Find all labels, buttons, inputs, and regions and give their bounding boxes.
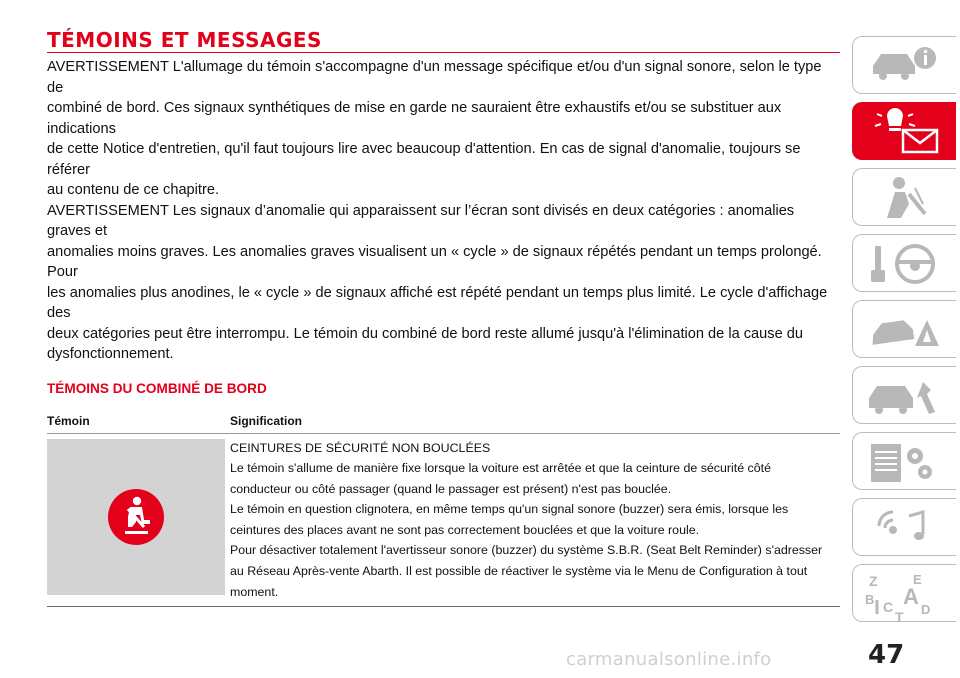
index-letter: E	[913, 572, 922, 587]
tab-maintenance[interactable]	[852, 366, 956, 424]
warning-lights-table	[47, 414, 840, 608]
warning-paragraph-2	[47, 201, 840, 365]
paragraph-line: AVERTISSEMENT Les signaux d’anomalie qui apparaissent sur l’écran sont divisés en deux catégories : anomalies graves et	[47, 202, 795, 239]
index-letter: T	[895, 609, 904, 622]
warning-light-message-icon	[865, 108, 945, 158]
index-letter: Z	[869, 573, 878, 589]
car-info-icon	[865, 42, 945, 90]
table-header	[47, 414, 840, 428]
paragraph-line: les anomalies plus anodines, le « cycle » de signaux affiché est répété pendant un temps plus limité. Le cycle d'affichage des	[47, 284, 828, 321]
table-bottom-divider	[47, 606, 840, 607]
paragraph-line: deux catégories peut être interrompu. Le témoin du combiné de bord reste allumé jusqu'à l'élimination de la cause du	[47, 325, 803, 342]
description-line: ceintures des places avant ne sont pas correctement bouclées et que la voiture roule.	[230, 522, 700, 537]
paragraph-line: anomalies moins graves. Les anomalies graves visualisent un « cycle » de signaux répétés pendant un temps prolongé. Pour	[47, 243, 822, 280]
index-letter: B	[865, 592, 875, 607]
title-divider	[47, 52, 840, 53]
page-title: TÉMOINS ET MESSAGES	[47, 28, 322, 52]
key-steering-wheel-icon	[865, 240, 945, 288]
tab-safety[interactable]	[852, 168, 956, 226]
table-row	[47, 434, 840, 603]
page-number: 47	[868, 640, 905, 670]
watermark: carmanualsonline.info	[566, 649, 772, 670]
column-header-temoin: Témoin	[47, 413, 90, 428]
tab-warning-lights-messages[interactable]	[852, 102, 956, 160]
description-line: au Réseau Après-vente Abarth. Il est possible de réactiver le système via le Menu de Configuration à tout	[230, 564, 808, 579]
tab-starting-driving[interactable]	[852, 234, 956, 292]
paragraph-line: au contenu de ce chapitre.	[47, 182, 220, 198]
description-line: Le témoin s'allume de manière fixe lorsque la voiture est arrêtée et que la ceinture de sécurité côté	[230, 461, 771, 476]
paragraph-line: combiné de bord. Ces signaux synthétiques de mise en garde ne sauraient être exhaustifs et/ou se substituer aux indications	[47, 100, 782, 137]
page-content	[47, 28, 840, 607]
row-description	[225, 434, 840, 603]
description-line: moment.	[230, 584, 279, 599]
index-letter: A	[903, 584, 919, 609]
tab-multimedia[interactable]	[852, 498, 956, 556]
car-service-icon	[865, 372, 945, 420]
paragraph-line: AVERTISSEMENT L'allumage du témoin s'accompagne d'un message spécifique et/ou d'un signal sonore, selon le type de	[47, 59, 822, 96]
index-letter: C	[883, 599, 894, 615]
tab-technical-data[interactable]	[852, 432, 956, 490]
index-letters-icon	[865, 570, 945, 622]
specs-gears-icon	[865, 438, 945, 486]
tab-emergency[interactable]	[852, 300, 956, 358]
column-header-signification: Signification	[230, 413, 302, 428]
index-letter: D	[921, 602, 931, 617]
seatbelt-warning-icon	[106, 487, 166, 547]
description-line: CEINTURES DE SÉCURITÉ NON BOUCLÉES	[230, 440, 491, 455]
description-line: Le témoin en question clignotera, en même temps qu'un signal sonore (buzzer) sera émis, lorsque les	[230, 502, 789, 517]
section-title: TÉMOINS DU COMBINÉ DE BORD	[47, 380, 267, 396]
seat-airbag-icon	[865, 174, 945, 222]
paragraph-line: de cette Notice d'entretien, qu'il faut toujours lire avec beaucoup d'attention. En cas de signal d'anomalie, toujours se référer	[47, 141, 801, 178]
multimedia-icon	[865, 504, 945, 552]
tab-index[interactable]	[852, 564, 956, 622]
warning-light-cell	[47, 439, 225, 595]
description-line: conducteur ou côté passager (quand le passager est présent) n'est pas bouclée.	[230, 481, 672, 496]
paragraph-line: dysfonctionnement.	[47, 346, 174, 362]
tab-car-info[interactable]	[852, 36, 956, 94]
warning-paragraph-1	[47, 57, 840, 201]
car-breakdown-icon	[865, 306, 945, 354]
description-line: Pour désactiver totalement l'avertisseur sonore (buzzer) du système S.B.R. (Seat Belt Reminder) s'adresser	[230, 543, 823, 558]
